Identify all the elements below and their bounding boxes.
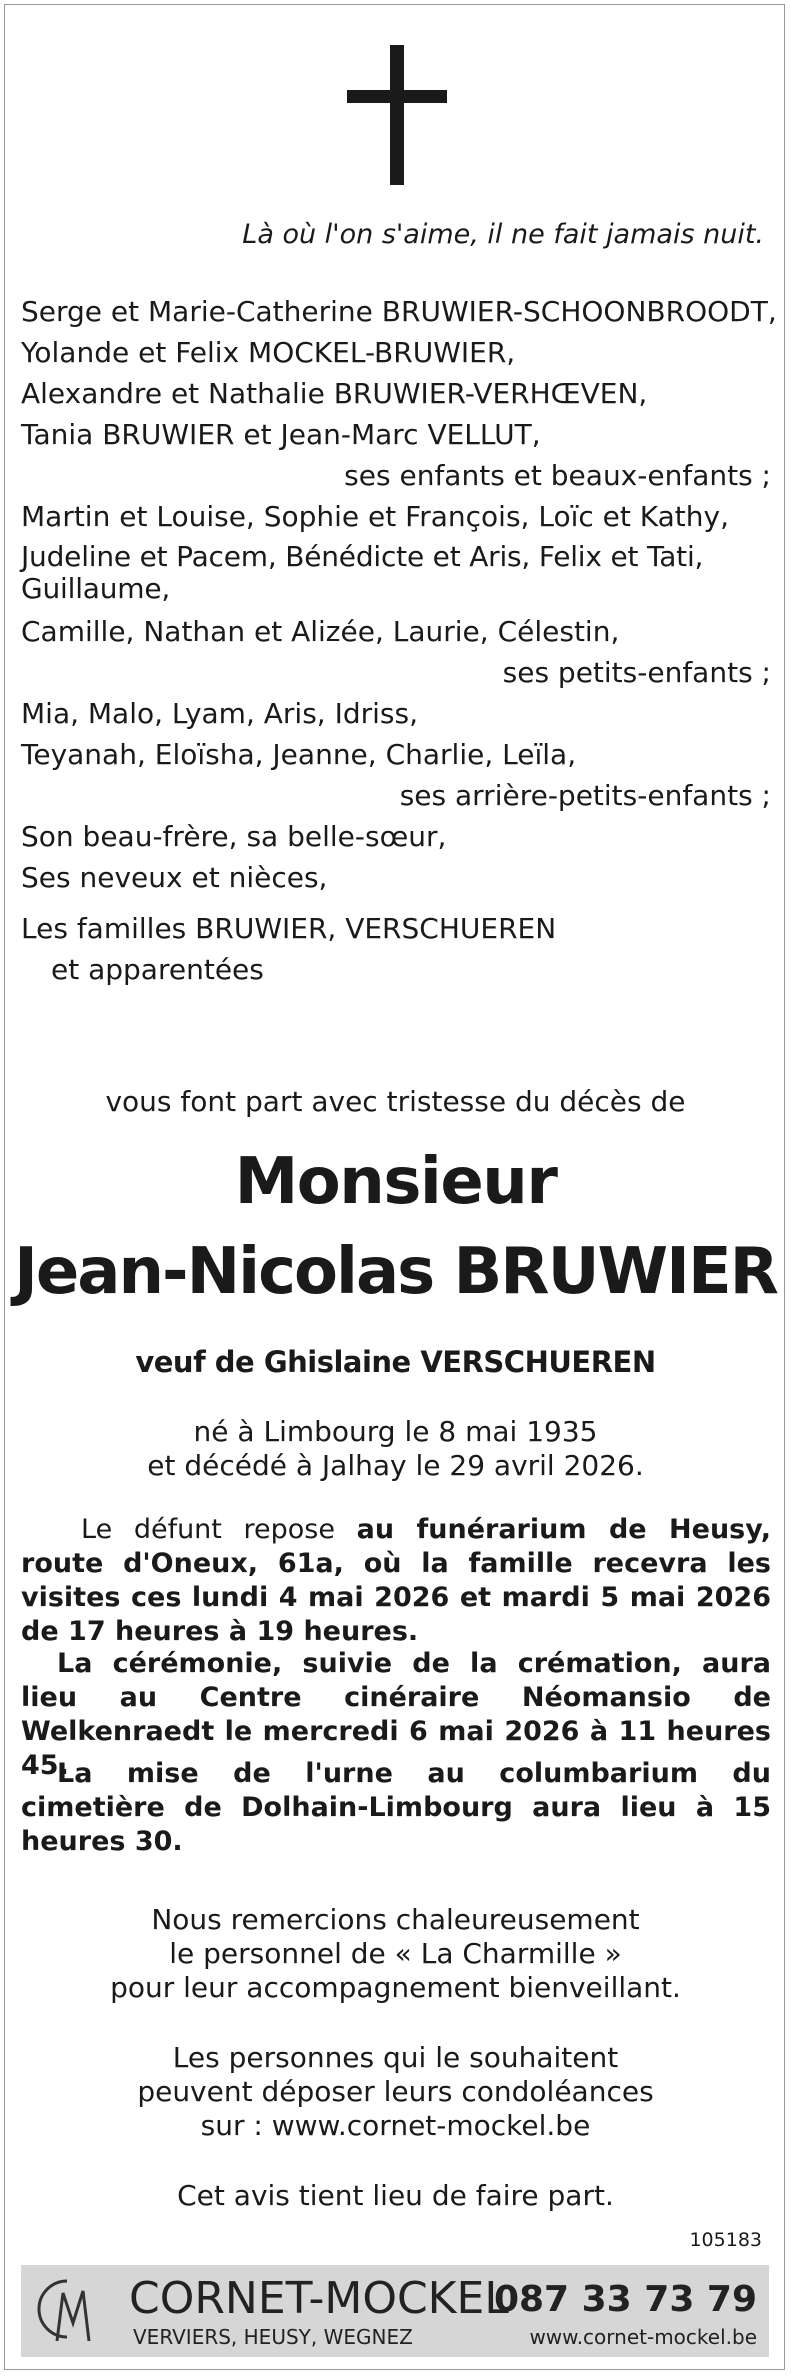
family-list	[21, 291, 777, 990]
cornet-mockel-logo	[33, 2271, 101, 2351]
condolence-line: Les personnes qui le souhaitent	[172, 2041, 619, 2074]
thanks-line: le personnel de « La Charmille »	[169, 1937, 622, 1970]
family-line: Judeline et Pacem, Bénédicte et Aris, Felix et Tati, Guillaume,	[21, 540, 704, 605]
ceremony-paragraph: La cérémonie, suivie de la crémation, aura lieu au Centre cinéraire Néomansio de Welkenraedt le mercredi 6 mai 2026 à 11 heures 45.	[21, 1648, 771, 1781]
repose-paragraph	[21, 1513, 771, 1649]
family-line: et apparentées	[51, 953, 264, 986]
relation-label: ses petits-enfants ;	[502, 656, 771, 689]
family-line: Les familles BRUWIER, VERSCHUEREN	[21, 912, 557, 945]
family-line: Serge et Marie-Catherine BRUWIER-SCHOONBROODT,	[21, 295, 777, 328]
family-line: Martin et Louise, Sophie et François, Loïc et Kathy,	[21, 500, 729, 533]
widower-line: veuf de Ghislaine VERSCHUEREN	[135, 1345, 656, 1379]
birth-line: né à Limbourg le 8 mai 1935	[193, 1415, 598, 1448]
cross-icon	[347, 45, 447, 185]
relation-label: ses enfants et beaux-enfants ;	[344, 459, 771, 492]
website-link[interactable]: www.cornet-mockel.be	[529, 2325, 757, 2349]
birth-death-dates	[5, 1415, 786, 1483]
family-line: Alexandre et Nathalie BRUWIER-VERHŒVEN,	[21, 377, 648, 410]
brand-towns: VERVIERS, HEUSY, WEGNEZ	[133, 2325, 413, 2349]
family-line: Yolande et Felix MOCKEL-BRUWIER,	[21, 336, 516, 369]
thanks-line: pour leur accompagnement bienveillant.	[110, 1971, 681, 2004]
repose-intro: Le défunt repose	[81, 1514, 357, 1545]
notice-line: Cet avis tient lieu de faire part.	[177, 2179, 614, 2212]
relation-label: ses arrière-petits-enfants ;	[399, 779, 771, 812]
condolence-line: peuvent déposer leurs condoléances	[137, 2075, 654, 2108]
reference-number: 105183	[689, 2229, 762, 2251]
brand-name: CORNET-MOCKEL	[129, 2273, 509, 2324]
motto: Là où l'on s'aime, il ne fait jamais nuit.	[242, 219, 764, 250]
thanks-block	[5, 1903, 786, 2005]
family-line: Camille, Nathan et Alizée, Laurie, Célestin,	[21, 615, 620, 648]
death-notice	[4, 4, 785, 2370]
funeral-home-banner	[21, 2265, 769, 2357]
urn-paragraph: La mise de l'urne au columbarium du cimetière de Dolhain-Limbourg aura lieu à 15 heures 30.	[21, 1758, 771, 1857]
intro-text: vous font part avec tristesse du décès de	[105, 1085, 686, 1118]
family-line: Ses neveux et nièces,	[21, 861, 328, 894]
deceased-name: Jean-Nicolas BRUWIER	[14, 1235, 777, 1309]
condolence-block	[5, 2041, 786, 2143]
family-line: Teyanah, Eloïsha, Jeanne, Charlie, Leïla,	[21, 738, 577, 771]
repose-details: au funérarium de Heusy, route d'Oneux, 61a, où la famille recevra les visites ces lundi 4 mai 2026 et mardi 5 mai 2026 de 17 heures à 19 heures.	[21, 1514, 771, 1647]
family-line: Mia, Malo, Lyam, Aris, Idriss,	[21, 697, 418, 730]
family-line: Son beau-frère, sa belle-sœur,	[21, 820, 447, 853]
deceased-title: Monsieur	[234, 1145, 557, 1219]
death-line: et décédé à Jalhay le 29 avril 2026.	[147, 1449, 644, 1482]
thanks-line: Nous remercions chaleureusement	[151, 1903, 640, 1936]
phone-number: 087 33 73 79	[493, 2279, 757, 2320]
family-line: Tania BRUWIER et Jean-Marc VELLUT,	[21, 418, 541, 451]
condolence-line: sur : www.cornet-mockel.be	[200, 2109, 591, 2142]
